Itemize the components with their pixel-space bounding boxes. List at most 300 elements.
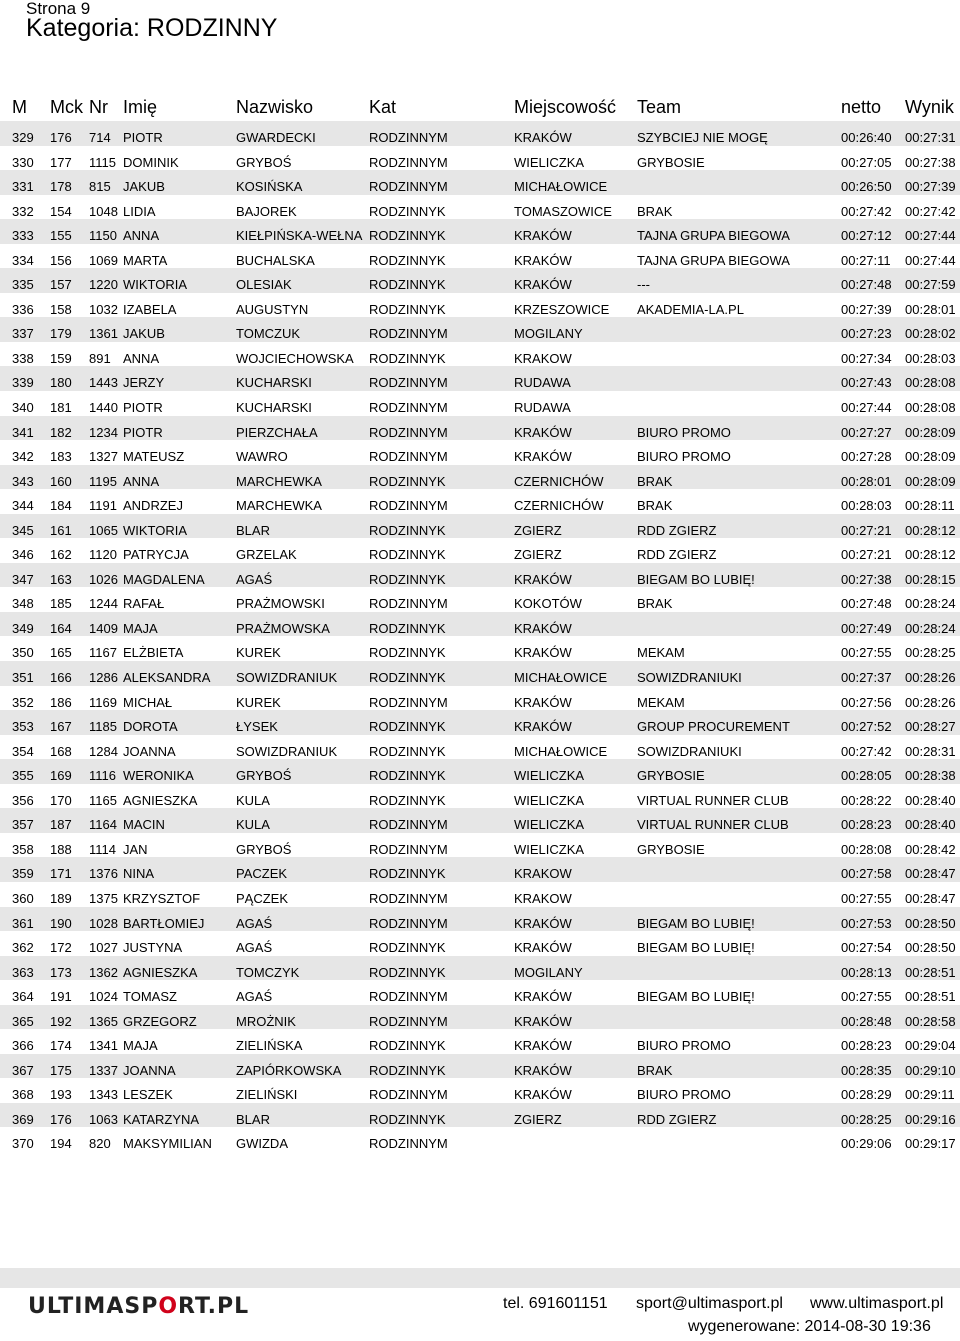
cell-place: 359 [12,866,34,882]
cell-result: 00:28:08 [905,375,956,391]
cell-net-time: 00:28:03 [841,498,892,514]
cell-result: 00:27:31 [905,130,956,145]
cell-bib-number: 1220 [89,277,118,293]
table-row [0,416,960,441]
cell-first-name: DOMINIK [123,154,179,170]
table-row [0,563,960,588]
cell-bib-number: 1361 [89,326,118,342]
footer-contact [0,1295,960,1315]
col-header-miejscowosc: Miejscowość [514,97,617,117]
cell-category-place: 178 [50,179,72,195]
cell-first-name: WERONIKA [123,768,194,784]
table-row [0,195,960,220]
cell-last-name: TOMCZYK [236,964,300,980]
cell-city: KRAKÓW [514,277,572,293]
cell-category: RODZINNYK [369,228,446,244]
cell-net-time: 00:29:06 [841,1136,892,1152]
cell-result: 00:28:09 [905,449,956,465]
cell-category: RODZINNYK [369,277,446,293]
footer-website[interactable]: www.ultimasport.pl [810,1295,944,1312]
cell-result: 00:27:42 [905,203,956,219]
cell-team: GRYBOSIE [637,768,705,784]
cell-place: 332 [12,203,34,219]
cell-place: 360 [12,890,34,906]
cell-first-name: PIOTR [123,400,163,416]
table-row [0,1127,960,1152]
cell-category: RODZINNYM [369,1013,448,1029]
cell-first-name: TOMASZ [123,989,177,1005]
cell-place: 369 [12,1111,34,1127]
cell-category-place: 191 [50,989,72,1005]
cell-result: 00:28:51 [905,989,956,1005]
cell-net-time: 00:28:05 [841,768,892,784]
cell-city: KRAKÓW [514,228,572,244]
cell-result: 00:28:42 [905,841,956,857]
cell-place: 341 [12,424,34,440]
cell-team: BIEGAM BO LUBIĘ! [637,940,755,956]
cell-city: KRAKÓW [514,989,572,1005]
cell-place: 333 [12,228,34,244]
cell-first-name: MARTA [123,252,168,268]
cell-team: SOWIZDRANIUKI [637,670,742,686]
cell-bib-number: 1065 [89,522,118,538]
col-header-wynik: Wynik [905,97,954,117]
cell-category: RODZINNYK [369,940,446,956]
col-header-kat: Kat [369,97,397,117]
cell-bib-number: 1337 [89,1062,118,1078]
cell-first-name: WIKTORIA [123,522,188,538]
cell-first-name: DOROTA [123,719,178,735]
cell-bib-number: 1195 [89,473,117,489]
cell-last-name: KOSIŃSKA [236,179,303,195]
cell-team: BIURO PROMO [637,449,731,465]
cell-first-name: MICHAŁ [123,694,173,710]
cell-category: RODZINNYK [369,670,446,686]
cell-result: 00:28:47 [905,866,956,882]
cell-first-name: MAJA [123,620,158,636]
cell-result: 00:28:09 [905,424,956,440]
table-row [0,882,960,907]
cell-category: RODZINNYM [369,424,448,440]
cell-city: KRAKÓW [514,130,572,145]
cell-last-name: ŁYSEK [236,719,278,735]
cell-category-place: 189 [50,890,72,906]
cell-result: 00:28:24 [905,596,956,612]
cell-category-place: 163 [50,571,72,587]
cell-first-name: PATRYCJA [123,547,189,563]
cell-last-name: PACZEK [236,866,288,882]
cell-category: RODZINNYM [369,989,448,1005]
cell-team: BRAK [637,1062,673,1078]
cell-category-place: 162 [50,547,72,563]
cell-net-time: 00:28:08 [841,841,892,857]
cell-net-time: 00:27:21 [841,547,892,563]
cell-category-place: 193 [50,1087,72,1103]
cell-first-name: JERZY [123,375,165,391]
cell-net-time: 00:27:42 [841,203,892,219]
cell-last-name: GRZELAK [236,547,297,563]
cell-category-place: 157 [50,277,72,293]
cell-last-name: WOJCIECHOWSKA [236,350,354,366]
footer-phone: tel. 691601151 [503,1295,608,1312]
cell-place: 342 [12,449,34,465]
cell-place: 351 [12,670,34,686]
cell-team: VIRTUAL RUNNER CLUB [637,792,789,808]
cell-team: RDD ZGIERZ [637,1111,717,1127]
cell-result: 00:28:50 [905,940,956,956]
table-row [0,489,960,514]
cell-net-time: 00:27:56 [841,694,892,710]
cell-net-time: 00:27:05 [841,154,892,170]
cell-team: MEKAM [637,645,685,661]
cell-place: 353 [12,719,34,735]
table-row [0,931,960,956]
cell-last-name: PIERZCHAŁA [236,424,318,440]
cell-last-name: PRAŻMOWSKA [236,620,330,636]
cell-team: SZYBCIEJ NIE MOGĘ [637,130,768,145]
cell-result: 00:28:02 [905,326,956,342]
cell-team: BIURO PROMO [637,424,731,440]
cell-last-name: ZIELIŃSKI [236,1087,298,1103]
col-header-team: Team [637,97,682,117]
cell-city: MOGILANY [514,326,583,342]
cell-category: RODZINNYM [369,326,448,342]
cell-city: WIELICZKA [514,154,585,170]
table-row [0,538,960,563]
cell-first-name: KATARZYNA [123,1111,200,1127]
cell-net-time: 00:27:55 [841,645,892,661]
cell-net-time: 00:27:44 [841,400,892,416]
cell-first-name: NINA [123,866,155,882]
table-row [0,465,960,490]
cell-team: MEKAM [637,694,685,710]
cell-result: 00:28:27 [905,719,956,735]
cell-net-time: 00:27:42 [841,743,892,759]
cell-bib-number: 714 [89,130,111,145]
cell-city: KRAKÓW [514,1013,572,1029]
cell-category-place: 164 [50,620,72,636]
table-row [0,514,960,539]
table-row [0,907,960,932]
cell-result: 00:27:44 [905,252,956,268]
cell-team: BRAK [637,596,673,612]
cell-category: RODZINNYK [369,547,446,563]
cell-bib-number: 1362 [89,964,118,980]
cell-bib-number: 1069 [89,252,118,268]
cell-bib-number: 1115 [89,154,116,170]
cell-net-time: 00:28:23 [841,1038,892,1054]
cell-category: RODZINNYM [369,890,448,906]
cell-category: RODZINNYK [369,473,446,489]
cell-last-name: ZAPIÓRKOWSKA [236,1062,342,1078]
column-header-row [0,97,960,121]
cell-last-name: GRYBOŚ [236,768,292,784]
cell-city: WIELICZKA [514,817,585,833]
cell-last-name: BLAR [236,1111,270,1127]
cell-result: 00:28:51 [905,964,956,980]
cell-first-name: MAKSYMILIAN [123,1136,212,1152]
cell-place: 343 [12,473,34,489]
cell-place: 331 [12,179,34,195]
cell-city: ZGIERZ [514,547,562,563]
cell-last-name: OLESIAK [236,277,292,293]
table-row [0,735,960,760]
cell-bib-number: 1440 [89,400,118,416]
cell-city: KRAKÓW [514,645,572,661]
col-header-nazwisko: Nazwisko [236,97,314,117]
cell-last-name: BUCHALSKA [236,252,315,268]
cell-category: RODZINNYM [369,694,448,710]
cell-city: KRAKÓW [514,940,572,956]
cell-net-time: 00:28:25 [841,1111,892,1127]
col-header-netto: netto [841,97,882,117]
cell-result: 00:29:11 [905,1087,955,1103]
cell-result: 00:27:44 [905,228,956,244]
cell-category: RODZINNYK [369,252,446,268]
cell-city: KRAKÓW [514,915,572,931]
table-row [0,170,960,195]
cell-category: RODZINNYM [369,449,448,465]
cell-bib-number: 1114 [89,841,116,857]
cell-category: RODZINNYM [369,817,448,833]
cell-team: BRAK [637,473,673,489]
cell-bib-number: 1341 [89,1038,118,1054]
cell-category: RODZINNYM [369,841,448,857]
footer-email[interactable]: sport@ultimasport.pl [636,1295,783,1312]
cell-city: RUDAWA [514,375,571,391]
cell-place: 358 [12,841,34,857]
cell-result: 00:28:15 [905,571,956,587]
cell-net-time: 00:26:50 [841,179,892,195]
cell-first-name: JOANNA [123,743,176,759]
cell-category-place: 182 [50,424,72,440]
cell-result: 00:28:47 [905,890,956,906]
cell-city: KRAKÓW [514,1038,572,1054]
cell-category: RODZINNYK [369,1062,446,1078]
cell-last-name: GRYBOŚ [236,154,292,170]
cell-result: 00:28:26 [905,670,956,686]
page-number: Strona 9 [26,0,91,18]
cell-result: 00:28:08 [905,400,956,416]
cell-first-name: KRZYSZTOF [123,890,201,906]
ultimasport-logo: ULTIMASPORT.PL [28,1294,250,1319]
cell-place: 355 [12,768,34,784]
cell-net-time: 00:27:48 [841,596,892,612]
cell-place: 368 [12,1087,34,1103]
cell-city: KRAKOW [514,350,572,366]
table-row [0,784,960,809]
cell-first-name: ELŻBIETA [123,645,184,661]
cell-last-name: KUREK [236,694,281,710]
cell-category: RODZINNYK [369,301,446,317]
cell-last-name: AUGUSTYN [236,301,309,317]
cell-result: 00:28:03 [905,350,956,366]
col-header-nr: Nr [89,97,108,117]
table-row [0,710,960,735]
cell-category: RODZINNYK [369,866,446,882]
cell-category-place: 154 [50,203,72,219]
cell-bib-number: 815 [89,179,111,195]
cell-net-time: 00:27:11 [841,252,891,268]
cell-team: --- [637,277,650,293]
cell-city: KRAKÓW [514,1062,572,1078]
cell-last-name: KUREK [236,645,281,661]
cell-bib-number: 891 [89,350,111,366]
cell-net-time: 00:27:53 [841,915,892,931]
cell-city: MOGILANY [514,964,583,980]
cell-last-name: KULA [236,792,270,808]
cell-result: 00:27:38 [905,154,956,170]
cell-bib-number: 1120 [89,547,117,563]
cell-place: 336 [12,301,34,317]
cell-first-name: MAJA [123,1038,158,1054]
table-row [0,686,960,711]
cell-result: 00:29:04 [905,1038,956,1054]
cell-place: 364 [12,989,34,1005]
table-row [0,980,960,1005]
cell-last-name: MARCHEWKA [236,498,322,514]
cell-team: GRYBOSIE [637,154,705,170]
cell-net-time: 00:27:27 [841,424,892,440]
cell-last-name: BLAR [236,522,270,538]
cell-category: RODZINNYK [369,1038,446,1054]
cell-team: SOWIZDRANIUKI [637,743,742,759]
cell-place: 346 [12,547,34,563]
cell-place: 366 [12,1038,34,1054]
cell-bib-number: 1191 [89,498,117,514]
cell-place: 338 [12,350,34,366]
cell-place: 354 [12,743,34,759]
col-header-mck: Mck [50,97,83,117]
cell-team: TAJNA GRUPA BIEGOWA [637,228,790,244]
cell-bib-number: 1169 [89,694,117,710]
cell-place: 367 [12,1062,34,1078]
cell-bib-number: 1375 [89,890,118,906]
cell-category-place: 167 [50,719,72,735]
cell-result: 00:29:10 [905,1062,956,1078]
cell-category-place: 159 [50,350,72,366]
cell-first-name: LIDIA [123,203,156,219]
generated-timestamp: wygenerowane: 2014-08-30 19:36 [688,1318,931,1335]
cell-category-place: 187 [50,817,72,833]
cell-place: 357 [12,817,34,833]
cell-city: MICHAŁOWICE [514,179,608,195]
cell-category-place: 169 [50,768,72,784]
cell-team: BIURO PROMO [637,1038,731,1054]
cell-net-time: 00:28:01 [841,473,892,489]
cell-city: KRAKÓW [514,449,572,465]
cell-city: TOMASZOWICE [514,203,612,219]
cell-place: 335 [12,277,34,293]
cell-category-place: 165 [50,645,72,661]
cell-team: TAJNA GRUPA BIEGOWA [637,252,790,268]
cell-city: WIELICZKA [514,841,585,857]
cell-last-name: GRYBOŚ [236,841,292,857]
cell-bib-number: 1443 [89,375,118,391]
cell-place: 329 [12,130,34,145]
cell-city: ZGIERZ [514,522,562,538]
table-row [0,1054,960,1079]
cell-team: BIEGAM BO LUBIĘ! [637,571,755,587]
cell-net-time: 00:27:21 [841,522,892,538]
cell-bib-number: 1327 [89,449,118,465]
cell-category: RODZINNYK [369,792,446,808]
cell-category-place: 175 [50,1062,72,1078]
table-row [0,146,960,171]
cell-first-name: GRZEGORZ [123,1013,197,1029]
cell-bib-number: 1164 [89,817,117,833]
cell-team: RDD ZGIERZ [637,522,717,538]
cell-category-place: 172 [50,940,72,956]
cell-first-name: JAN [123,841,148,857]
cell-last-name: KULA [236,817,270,833]
cell-city: ZGIERZ [514,1111,562,1127]
cell-last-name: KUCHARSKI [236,375,312,391]
cell-first-name: MACIN [123,817,165,833]
table-row [0,587,960,612]
cell-first-name: JOANNA [123,1062,176,1078]
cell-category: RODZINNYM [369,154,448,170]
cell-category: RODZINNYM [369,498,448,514]
table-row [0,857,960,882]
cell-first-name: AGNIESZKA [123,964,198,980]
cell-bib-number: 1284 [89,743,118,759]
cell-team: BIEGAM BO LUBIĘ! [637,989,755,1005]
cell-bib-number: 1165 [89,792,117,808]
cell-category-place: 161 [50,522,72,538]
cell-result: 00:27:39 [905,179,956,195]
cell-first-name: PIOTR [123,424,163,440]
cell-category: RODZINNYK [369,645,446,661]
cell-city: KRAKÓW [514,1087,572,1103]
cell-last-name: PRAŻMOWSKI [236,596,325,612]
cell-first-name: WIKTORIA [123,277,188,293]
cell-first-name: RAFAŁ [123,596,165,612]
results-table [0,121,960,1152]
cell-category-place: 194 [50,1136,72,1152]
cell-result: 00:28:40 [905,792,956,808]
cell-city: WIELICZKA [514,792,585,808]
cell-bib-number: 1343 [89,1087,118,1103]
cell-result: 00:28:01 [905,301,956,317]
cell-category-place: 186 [50,694,72,710]
cell-category-place: 188 [50,841,72,857]
cell-team: VIRTUAL RUNNER CLUB [637,817,789,833]
cell-bib-number: 1376 [89,866,118,882]
cell-category: RODZINNYK [369,743,446,759]
cell-category: RODZINNYK [369,964,446,980]
cell-place: 365 [12,1013,34,1029]
cell-first-name: JAKUB [123,179,165,195]
cell-net-time: 00:26:40 [841,130,892,145]
cell-last-name: MROŻNIK [236,1013,296,1029]
cell-place: 345 [12,522,34,538]
cell-team: RDD ZGIERZ [637,547,717,563]
table-row [0,808,960,833]
cell-result: 00:28:12 [905,547,956,563]
cell-place: 337 [12,326,34,342]
cell-category: RODZINNYM [369,1087,448,1103]
cell-category: RODZINNYM [369,596,448,612]
table-row [0,268,960,293]
cell-first-name: BARTŁOMIEJ [123,915,205,931]
cell-first-name: AGNIESZKA [123,792,198,808]
cell-net-time: 00:27:28 [841,449,892,465]
cell-category: RODZINNYK [369,350,446,366]
cell-category-place: 180 [50,375,72,391]
cell-place: 348 [12,596,34,612]
cell-net-time: 00:27:54 [841,940,892,956]
